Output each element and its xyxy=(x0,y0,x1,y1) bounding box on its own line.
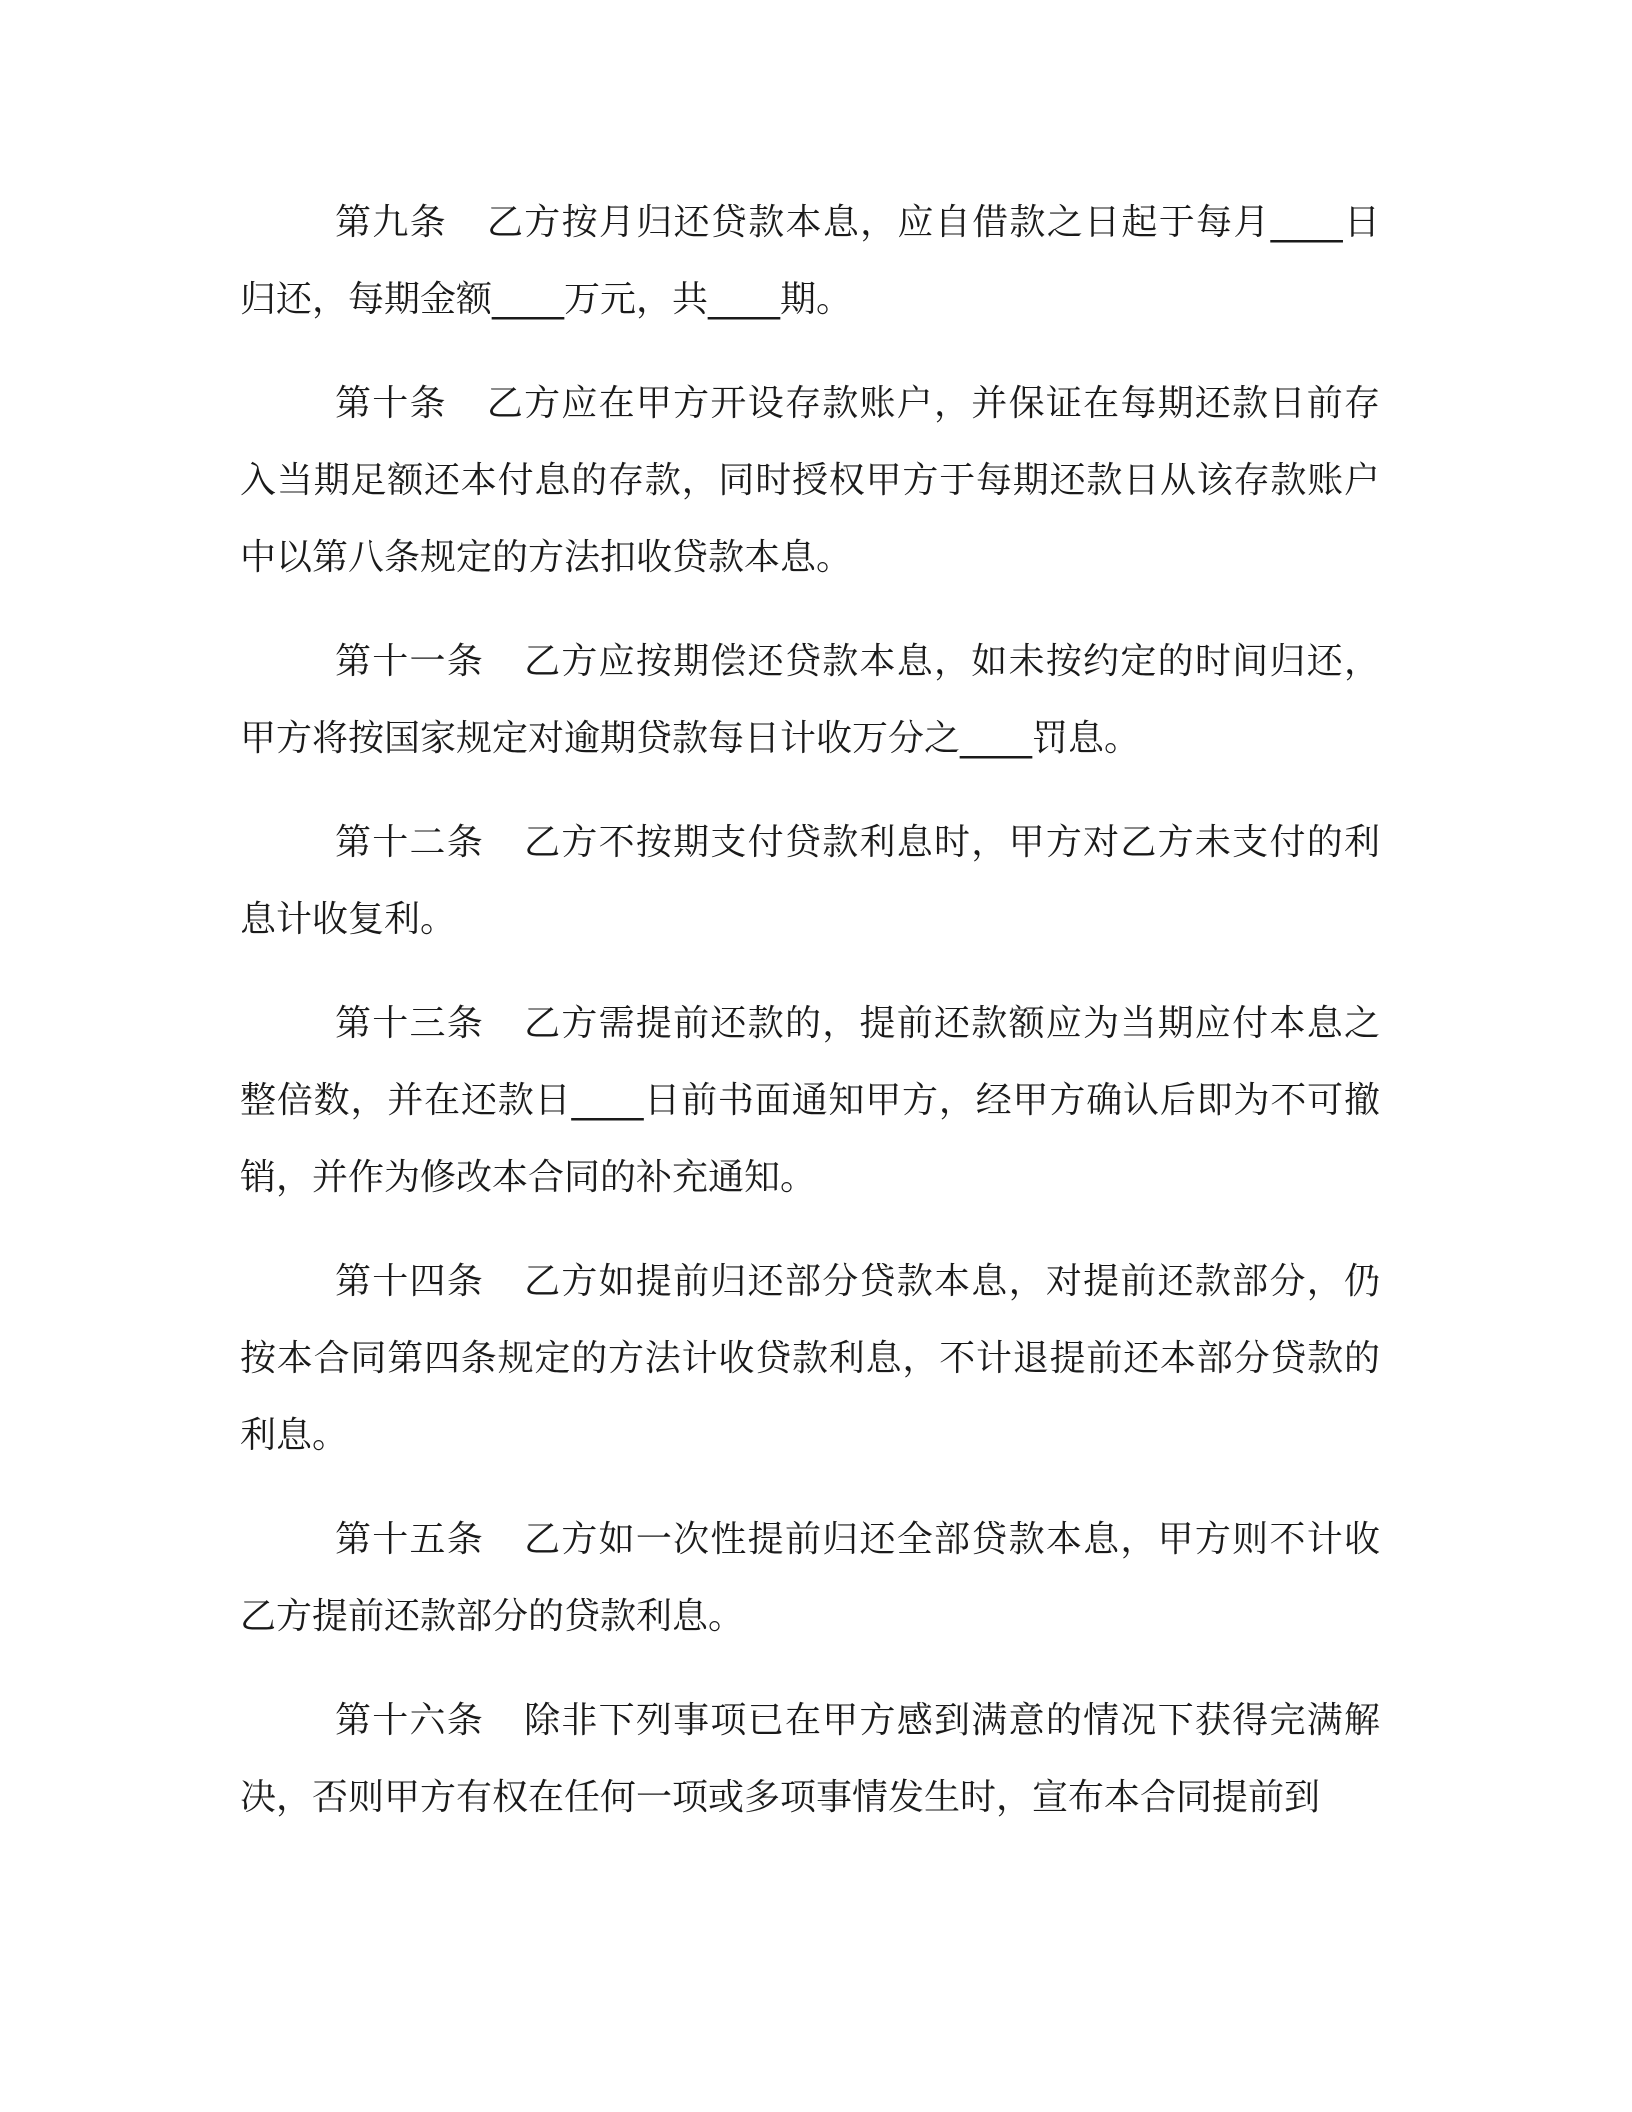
article-10 xyxy=(240,365,1380,596)
article-text: 乙方如一次性提前归还全部贷款本息，甲方则不计收乙方提前还款部分的贷款利息。 xyxy=(240,1519,1380,1637)
document-body xyxy=(240,184,1380,1863)
article-15 xyxy=(240,1501,1380,1655)
article-text: 乙方如提前归还部分贷款本息，对提前还款部分，仍按本合同第四条规定的方法计收贷款利息，不计退提前还本部分贷款的利息。 xyxy=(240,1261,1380,1456)
article-number: 第十一条 xyxy=(335,641,485,682)
article-number: 第九条 xyxy=(335,202,447,243)
article-number: 第十五条 xyxy=(335,1519,485,1560)
article-number: 第十四条 xyxy=(335,1261,485,1302)
article-text: 乙方应按期偿还贷款本息，如未按约定的时间归还，甲方将按国家规定对逾期贷款每日计收万分之____罚息。 xyxy=(240,641,1380,759)
article-number: 第十三条 xyxy=(335,1003,485,1044)
article-text: 乙方按月归还贷款本息，应自借款之日起于每月____日归还，每期金额____万元，共____期。 xyxy=(240,202,1380,320)
article-13 xyxy=(240,985,1380,1216)
article-12 xyxy=(240,804,1380,958)
article-11 xyxy=(240,623,1380,777)
article-number: 第十六条 xyxy=(335,1700,485,1741)
article-9 xyxy=(240,184,1380,338)
article-number: 第十条 xyxy=(335,383,447,424)
article-14 xyxy=(240,1243,1380,1474)
article-16 xyxy=(240,1682,1380,1836)
article-text: 乙方应在甲方开设存款账户，并保证在每期还款日前存入当期足额还本付息的存款，同时授权甲方于每期还款日从该存款账户中以第八条规定的方法扣收贷款本息。 xyxy=(240,383,1380,578)
article-text: 除非下列事项已在甲方感到满意的情况下获得完满解决，否则甲方有权在任何一项或多项事情发生时，宣布本合同提前到 xyxy=(240,1700,1380,1818)
article-text: 乙方不按期支付贷款利息时，甲方对乙方未支付的利息计收复利。 xyxy=(240,822,1380,940)
article-number: 第十二条 xyxy=(335,822,485,863)
article-text: 乙方需提前还款的，提前还款额应为当期应付本息之整倍数，并在还款日____日前书面通知甲方，经甲方确认后即为不可撤销，并作为修改本合同的补充通知。 xyxy=(240,1003,1380,1198)
